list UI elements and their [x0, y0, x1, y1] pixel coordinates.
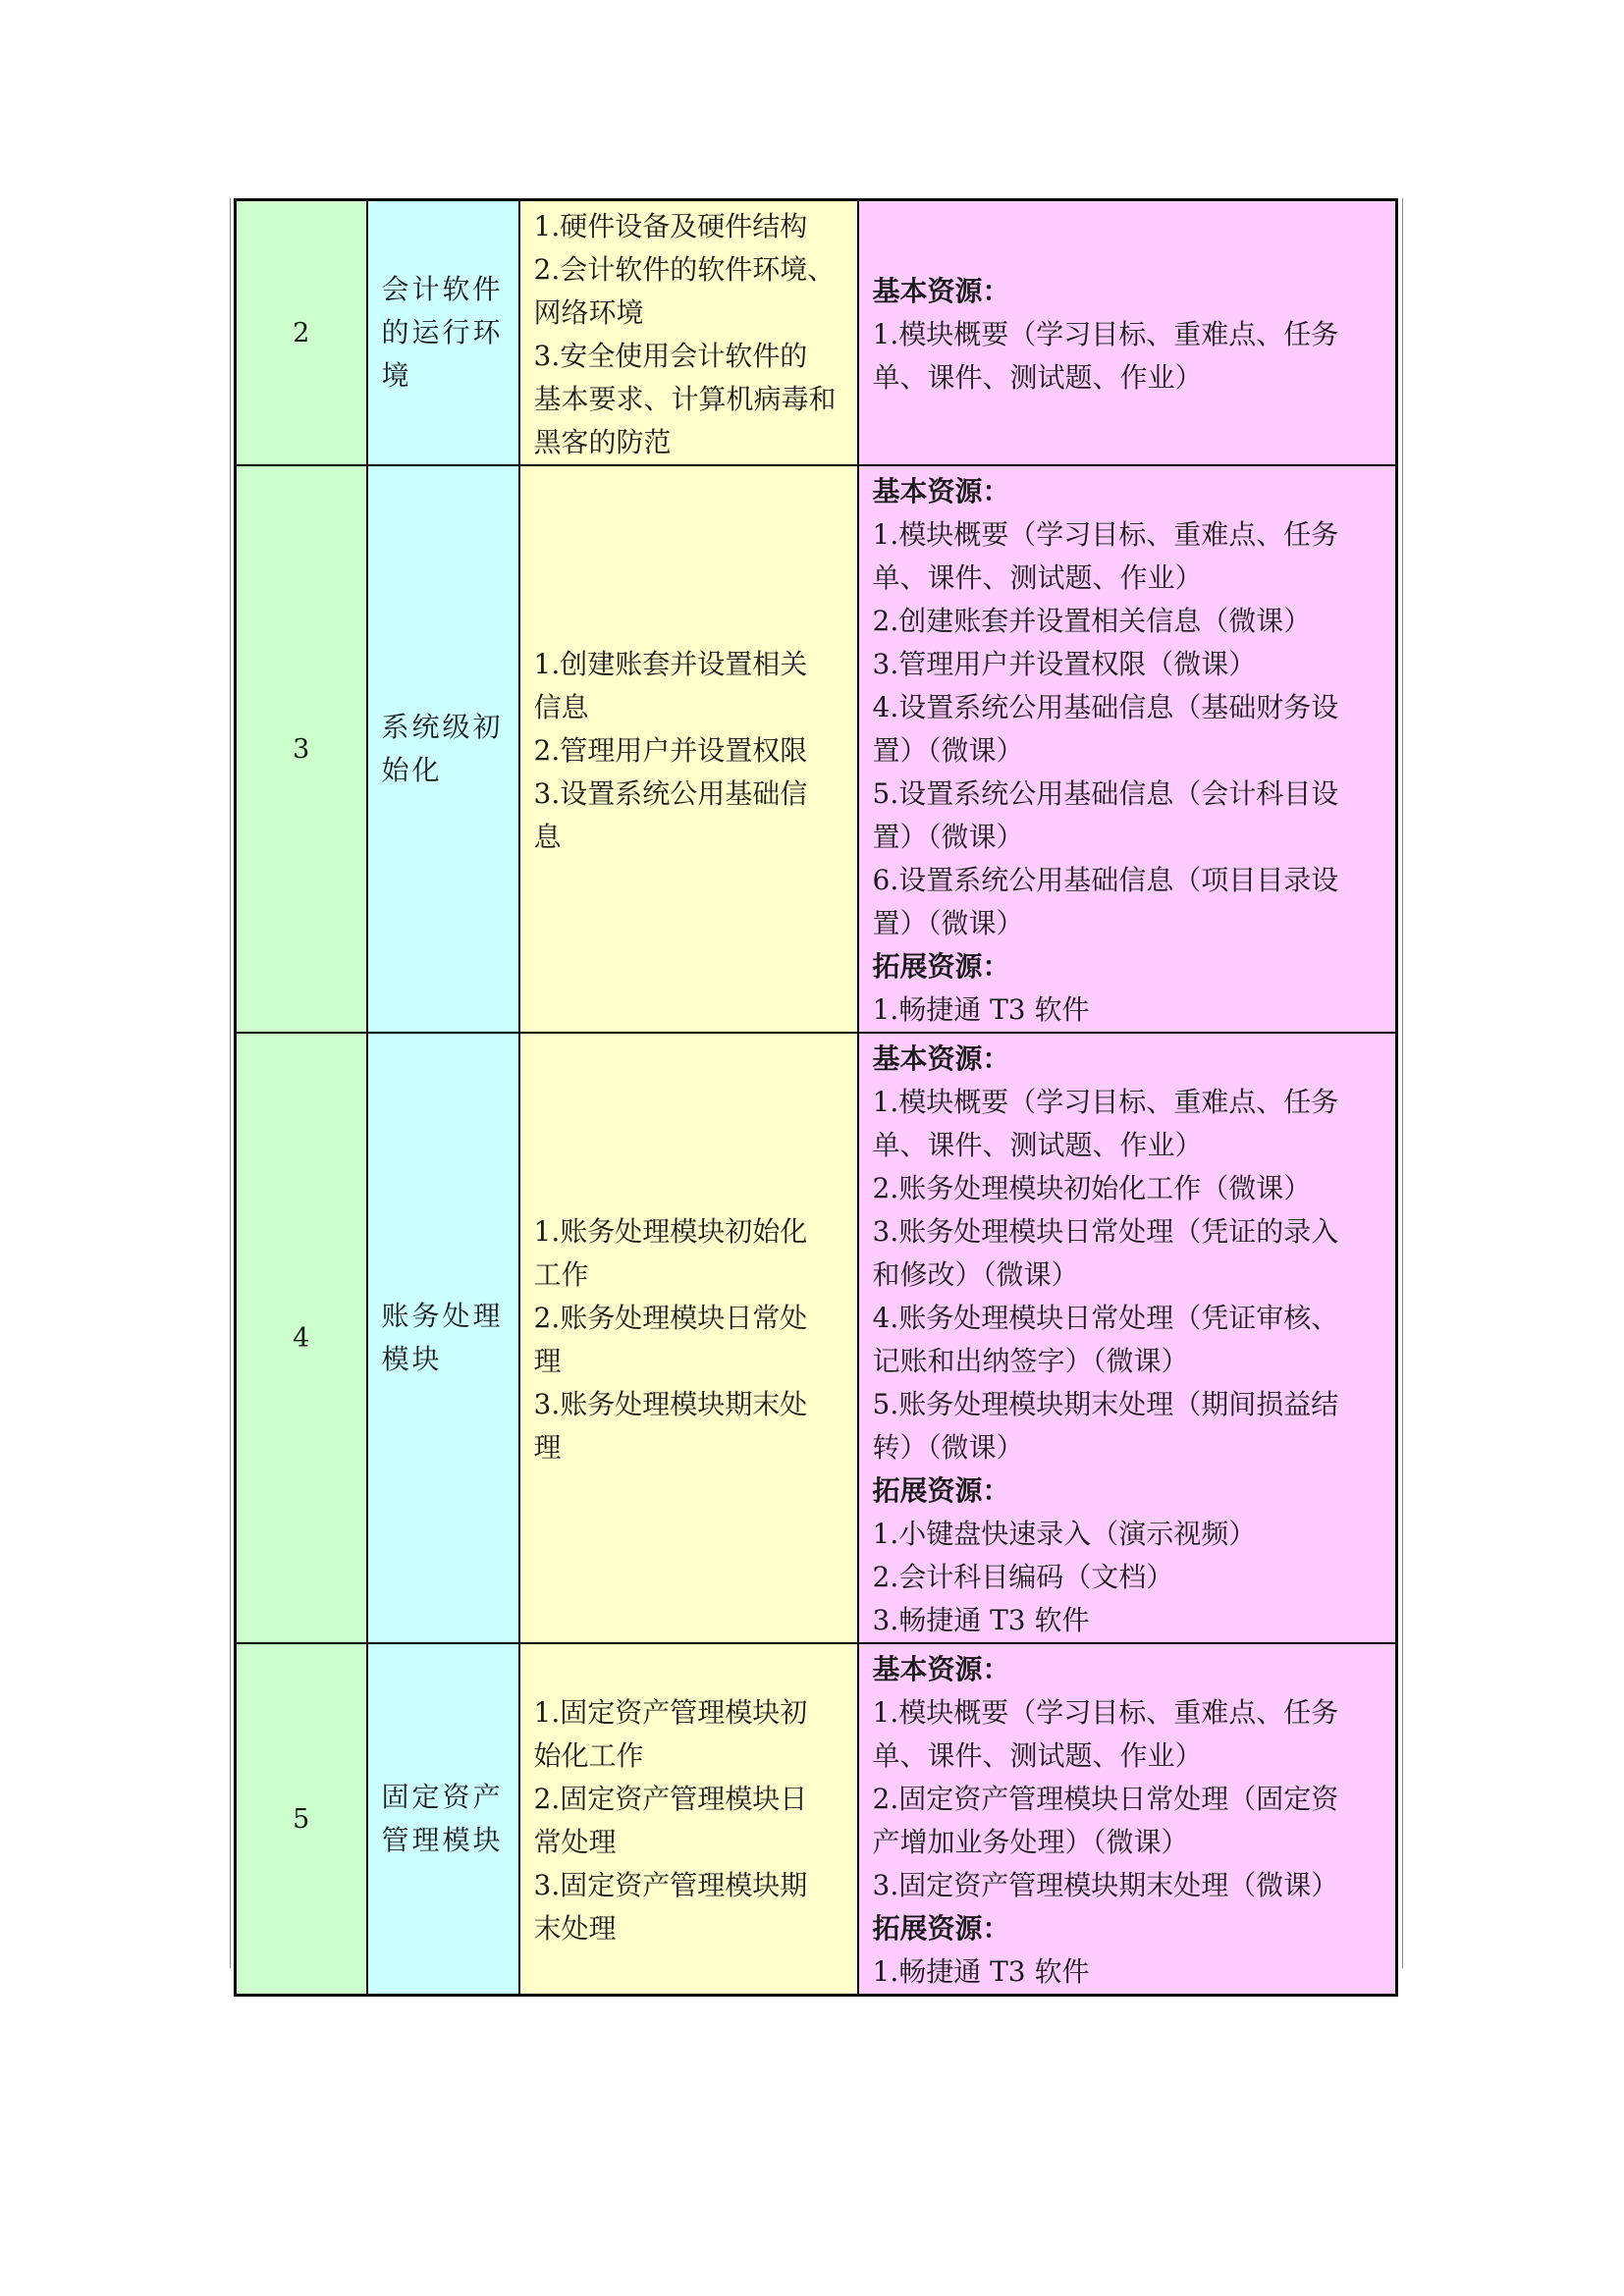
knowledge-point-line: 理: [533, 1431, 562, 1464]
knowledge-point-line: 信息: [533, 691, 589, 723]
knowledge-point-line: 理: [533, 1345, 562, 1377]
knowledge-point-line: 息: [533, 821, 562, 853]
basic-resource-line: 4.账务处理模块日常处理（凭证审核、: [872, 1302, 1339, 1334]
resources-cell: [858, 1643, 1397, 1996]
basic-resource-line: 1.模块概要（学习目标、重难点、任务: [872, 1086, 1339, 1118]
basic-resource-line: 单、课件、测试题、作业）: [872, 561, 1203, 594]
knowledge-point-line: 常处理: [533, 1826, 617, 1858]
module-name-cell: [367, 465, 519, 1033]
basic-resource-line: 3.固定资产管理模块期末处理（微课）: [872, 1869, 1339, 1901]
knowledge-point-line: 3.账务处理模块期末处: [533, 1388, 808, 1420]
module-name-cell: [367, 200, 519, 466]
extended-resource-line: 1.小键盘快速录入（演示视频）: [872, 1518, 1257, 1550]
extended-resources-heading: 拓展资源：: [872, 1474, 1010, 1507]
basic-resource-line: 5.设置系统公用基础信息（会计科目设: [872, 777, 1339, 810]
resources-cell: [858, 1033, 1397, 1643]
basic-resource-line: 2.固定资产管理模块日常处理（固定资: [872, 1783, 1339, 1815]
knowledge-point-line: 1.账务处理模块初始化: [533, 1215, 808, 1248]
basic-resource-line: 单、课件、测试题、作业）: [872, 1129, 1203, 1161]
module-name-line: 账务处理: [381, 1300, 504, 1332]
extended-resource-line: 2.会计科目编码（文档）: [872, 1561, 1174, 1593]
knowledge-points-cell: [519, 200, 858, 466]
extended-resource-line: 1.畅捷通 T3 软件: [872, 1955, 1090, 1988]
basic-resource-line: 4.设置系统公用基础信息（基础财务设: [872, 691, 1339, 723]
module-name-line: 会计软件: [381, 273, 504, 305]
extended-resources-heading: 拓展资源：: [872, 950, 1010, 983]
knowledge-points-cell: [519, 1643, 858, 1996]
module-name-line: 固定资产: [381, 1781, 504, 1813]
basic-resource-line: 2.创建账套并设置相关信息（微课）: [872, 605, 1312, 637]
basic-resources-heading: 基本资源：: [872, 1653, 1010, 1685]
knowledge-point-line: 3.安全使用会计软件的: [533, 340, 808, 372]
basic-resources-heading: 基本资源：: [872, 275, 1010, 307]
module-name-cell: [367, 1643, 519, 1996]
basic-resource-line: 2.账务处理模块初始化工作（微课）: [872, 1172, 1312, 1204]
knowledge-point-line: 1.固定资产管理模块初: [533, 1696, 808, 1729]
basic-resource-line: 单、课件、测试题、作业）: [872, 1739, 1203, 1772]
knowledge-point-line: 基本要求、计算机病毒和: [533, 383, 837, 415]
basic-resource-line: 转）（微课）: [872, 1431, 1024, 1464]
basic-resource-line: 3.管理用户并设置权限（微课）: [872, 648, 1257, 680]
knowledge-point-line: 2.管理用户并设置权限: [533, 734, 808, 767]
basic-resources-heading: 基本资源：: [872, 475, 1010, 507]
module-name-line: 的运行环: [381, 316, 504, 348]
left-page-rule: [230, 198, 231, 1968]
knowledge-point-line: 黑客的防范: [533, 426, 672, 458]
resources-cell: [858, 465, 1397, 1033]
table-row: [236, 200, 1397, 466]
right-page-rule: [1402, 198, 1403, 1968]
resources-cell: [858, 200, 1397, 466]
course-resource-table: [234, 198, 1398, 1997]
knowledge-point-line: 2.账务处理模块日常处: [533, 1302, 808, 1334]
module-name-line: 始化: [381, 754, 443, 786]
basic-resource-line: 1.模块概要（学习目标、重难点、任务: [872, 318, 1339, 350]
extended-resources-heading: 拓展资源：: [872, 1912, 1010, 1945]
knowledge-point-line: 2.会计软件的软件环境、: [533, 253, 836, 286]
module-name-line: 系统级初: [381, 711, 504, 743]
extended-resource-line: 1.畅捷通 T3 软件: [872, 993, 1090, 1026]
table-row: [236, 1033, 1397, 1643]
table-body: [236, 200, 1397, 1996]
knowledge-points-cell: [519, 465, 858, 1033]
basic-resource-line: 单、课件、测试题、作业）: [872, 361, 1203, 394]
basic-resource-line: 置）（微课）: [872, 821, 1024, 853]
module-name-line: 管理模块: [381, 1824, 504, 1856]
basic-resource-line: 置）（微课）: [872, 734, 1024, 767]
knowledge-point-line: 始化工作: [533, 1739, 644, 1772]
row-number: 2: [236, 200, 367, 466]
knowledge-point-line: 工作: [533, 1258, 589, 1291]
knowledge-point-line: 网络环境: [533, 296, 644, 329]
knowledge-point-line: 2.固定资产管理模块日: [533, 1783, 808, 1815]
knowledge-point-line: 3.固定资产管理模块期: [533, 1869, 808, 1901]
basic-resource-line: 产增加业务处理）（微课）: [872, 1826, 1189, 1858]
basic-resource-line: 5.账务处理模块期末处理（期间损益结: [872, 1388, 1339, 1420]
row-number: 3: [236, 465, 367, 1033]
table-row: [236, 1643, 1397, 1996]
row-number: 5: [236, 1643, 367, 1996]
knowledge-point-line: 末处理: [533, 1912, 617, 1945]
module-name-line: 境: [381, 359, 412, 392]
basic-resource-line: 1.模块概要（学习目标、重难点、任务: [872, 1696, 1339, 1729]
basic-resources-heading: 基本资源：: [872, 1042, 1010, 1075]
basic-resource-line: 1.模块概要（学习目标、重难点、任务: [872, 518, 1339, 551]
basic-resource-line: 和修改）（微课）: [872, 1258, 1079, 1291]
row-number: 4: [236, 1033, 367, 1643]
table-row: [236, 465, 1397, 1033]
basic-resource-line: 置）（微课）: [872, 907, 1024, 939]
knowledge-point-line: 3.设置系统公用基础信: [533, 777, 808, 810]
module-name-cell: [367, 1033, 519, 1643]
knowledge-point-line: 1.创建账套并设置相关: [533, 648, 808, 680]
basic-resource-line: 6.设置系统公用基础信息（项目目录设: [872, 864, 1339, 896]
module-name-line: 模块: [381, 1343, 443, 1375]
basic-resource-line: 3.账务处理模块日常处理（凭证的录入: [872, 1215, 1339, 1248]
basic-resource-line: 记账和出纳签字）（微课）: [872, 1345, 1189, 1377]
extended-resource-line: 3.畅捷通 T3 软件: [872, 1604, 1090, 1636]
knowledge-points-cell: [519, 1033, 858, 1643]
knowledge-point-line: 1.硬件设备及硬件结构: [533, 210, 808, 242]
